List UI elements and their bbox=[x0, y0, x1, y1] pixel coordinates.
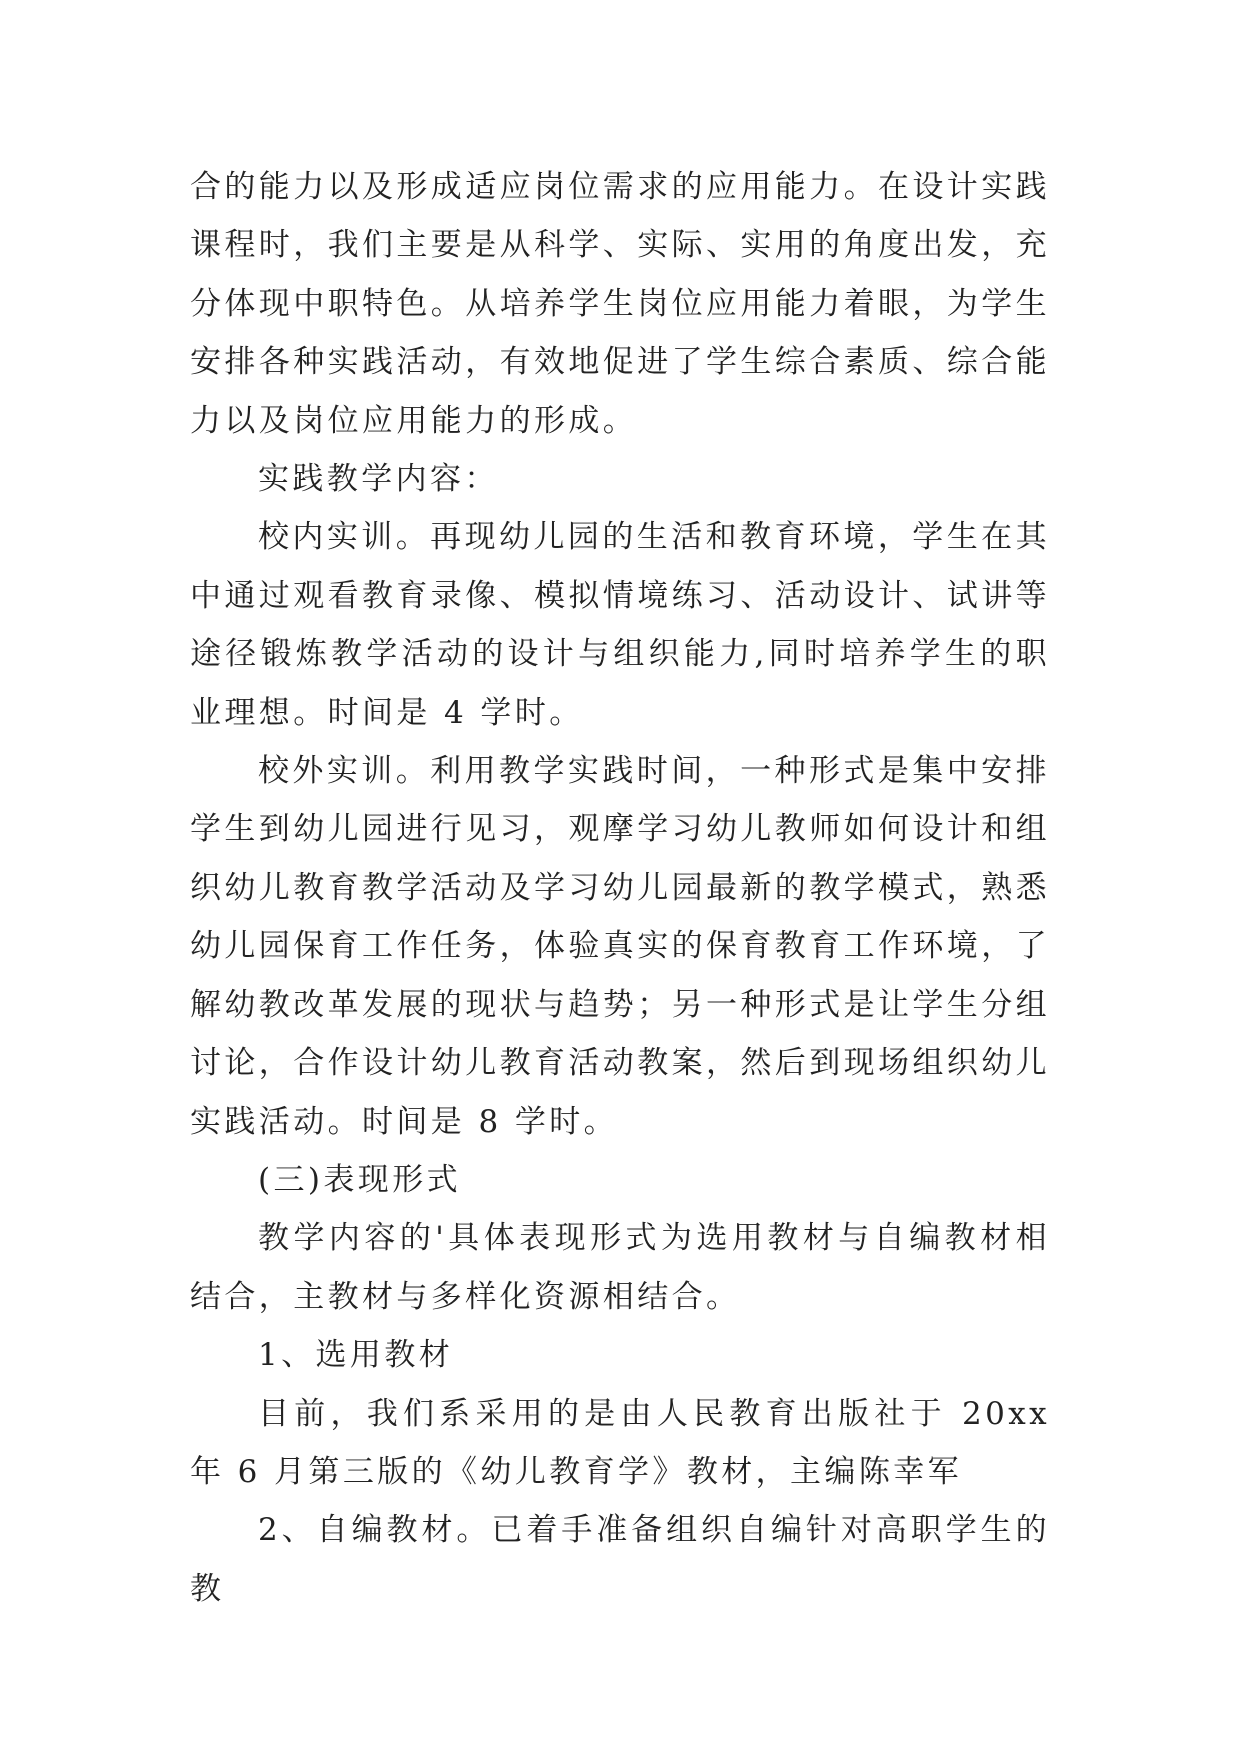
document-body bbox=[190, 158, 1050, 1618]
section-heading-presentation-form: (三)表现形式 bbox=[258, 1161, 461, 1198]
paragraph-selected-textbook: 目前，我们系采用的是由人民教育出版社于 20xx 年 6 月第三版的《幼儿教育学》教材，主编陈幸军 bbox=[190, 1395, 1050, 1490]
paragraph-self-compiled-textbook: 2、自编教材。已着手准备组织自编针对高职学生的教 bbox=[190, 1512, 1050, 1607]
paragraph-presentation-form: 教学内容的'具体表现形式为选用教材与自编教材相结合，主教材与多样化资源相结合。 bbox=[190, 1220, 1050, 1315]
paragraph-practice-content-heading: 实践教学内容： bbox=[258, 461, 499, 498]
subheading-selected-textbook: 1、选用教材 bbox=[258, 1337, 454, 1374]
paragraph-continuation: 合的能力以及形成适应岗位需求的应用能力。在设计实践课程时，我们主要是从科学、实际、实用的角度出发，充分体现中职特色。从培养学生岗位应用能力着眼，为学生安排各种实践活动，有效地促进了学生综合素质、综合能力以及岗位应用能力的形成。 bbox=[190, 169, 1050, 439]
paragraph-off-campus-training: 校外实训。利用教学实践时间，一种形式是集中安排学生到幼儿园进行见习，观摩学习幼儿教师如何设计和组织幼儿教育教学活动及学习幼儿园最新的教学模式，熟悉幼儿园保育工作任务，体验真实的保育教育工作环境，了解幼教改革发展的现状与趋势；另一种形式是让学生分组讨论，合作设计幼儿教育活动教案，然后到现场组织幼儿实践活动。时间是 8 学时。 bbox=[190, 753, 1050, 1140]
paragraph-on-campus-training: 校内实训。再现幼儿园的生活和教育环境，学生在其中通过观看教育录像、模拟情境练习、活动设计、试讲等途径锻炼教学活动的设计与组织能力,同时培养学生的职业理想。时间是 4 学时。 bbox=[190, 519, 1050, 731]
